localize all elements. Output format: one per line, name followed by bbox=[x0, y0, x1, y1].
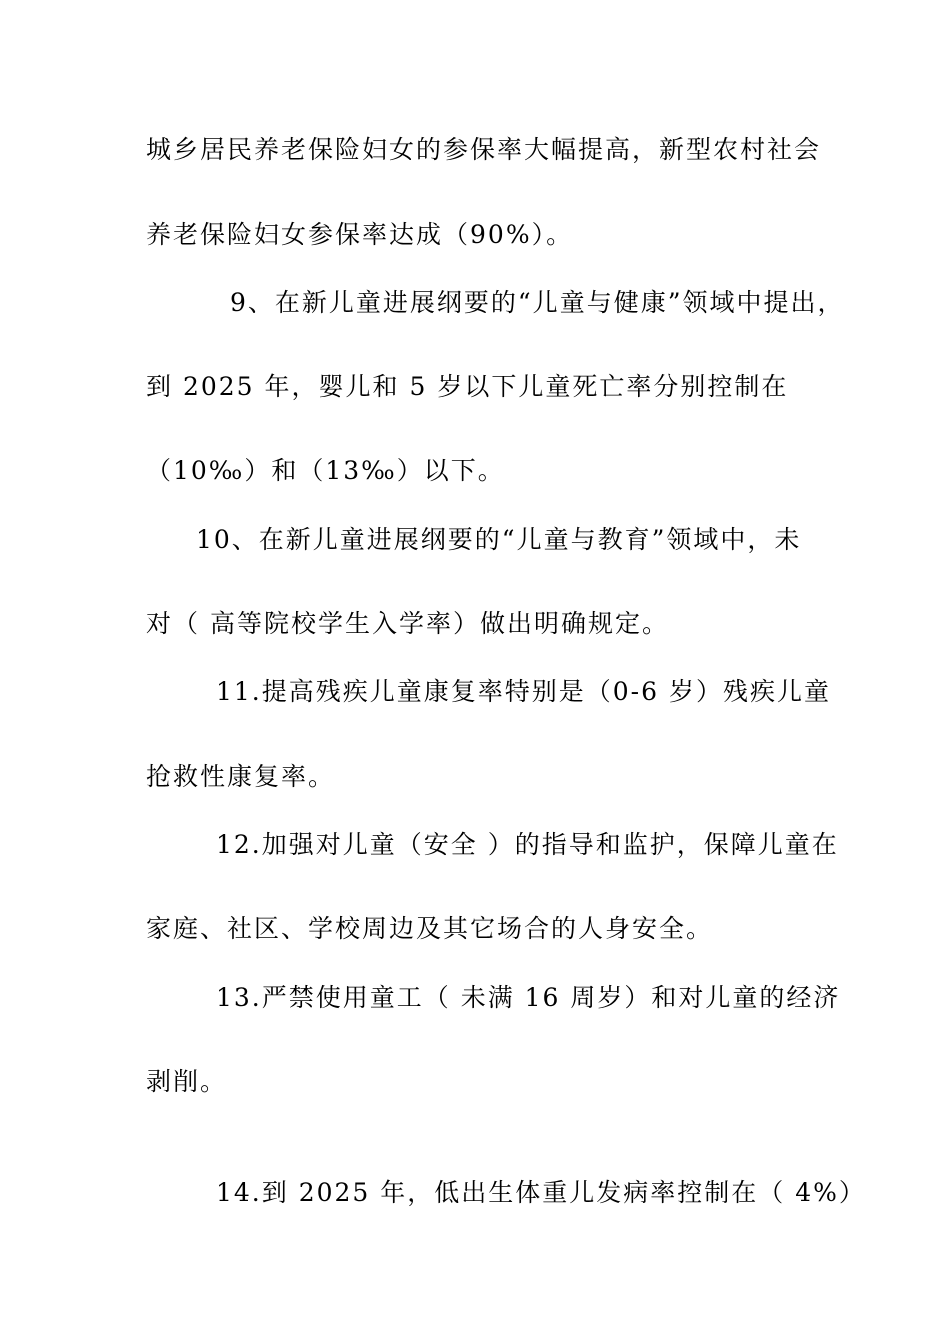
text-line-13: 剥削。 bbox=[146, 1067, 228, 1096]
text-line-9: 抢救性康复率。 bbox=[146, 762, 336, 791]
text-line-5: （10‰）和（13‰）以下。 bbox=[146, 456, 505, 485]
text-line-8: 11.提高残疾儿童康复率特别是（0-6 岁）残疾儿童 bbox=[216, 677, 831, 706]
text-line-12: 13.严禁使用童工（ 未满 16 周岁）和对儿童的经济 bbox=[216, 983, 841, 1012]
text-line-10: 12.加强对儿童（安全 ）的指导和监护，保障儿童在 bbox=[216, 830, 839, 859]
text-line-7: 对（ 高等院校学生入学率）做出明确规定。 bbox=[146, 609, 669, 638]
text-line-4: 到 2025 年，婴儿和 5 岁以下儿童死亡率分别控制在 bbox=[146, 372, 789, 401]
text-line-6: 10、在新儿童进展纲要的“儿童与教育”领域中，未 bbox=[196, 525, 802, 554]
text-line-14: 14.到 2025 年，低出生体重儿发病率控制在（ 4%） bbox=[216, 1178, 866, 1207]
text-line-2: 养老保险妇女参保率达成（90%）。 bbox=[146, 220, 574, 249]
text-line-1: 城乡居民养老保险妇女的参保率大幅提高，新型农村社会 bbox=[146, 135, 822, 164]
text-line-11: 家庭、社区、学校周边及其它场合的人身安全。 bbox=[146, 914, 714, 943]
text-line-3: 9、在新儿童进展纲要的“儿童与健康”领域中提出， bbox=[230, 288, 845, 317]
